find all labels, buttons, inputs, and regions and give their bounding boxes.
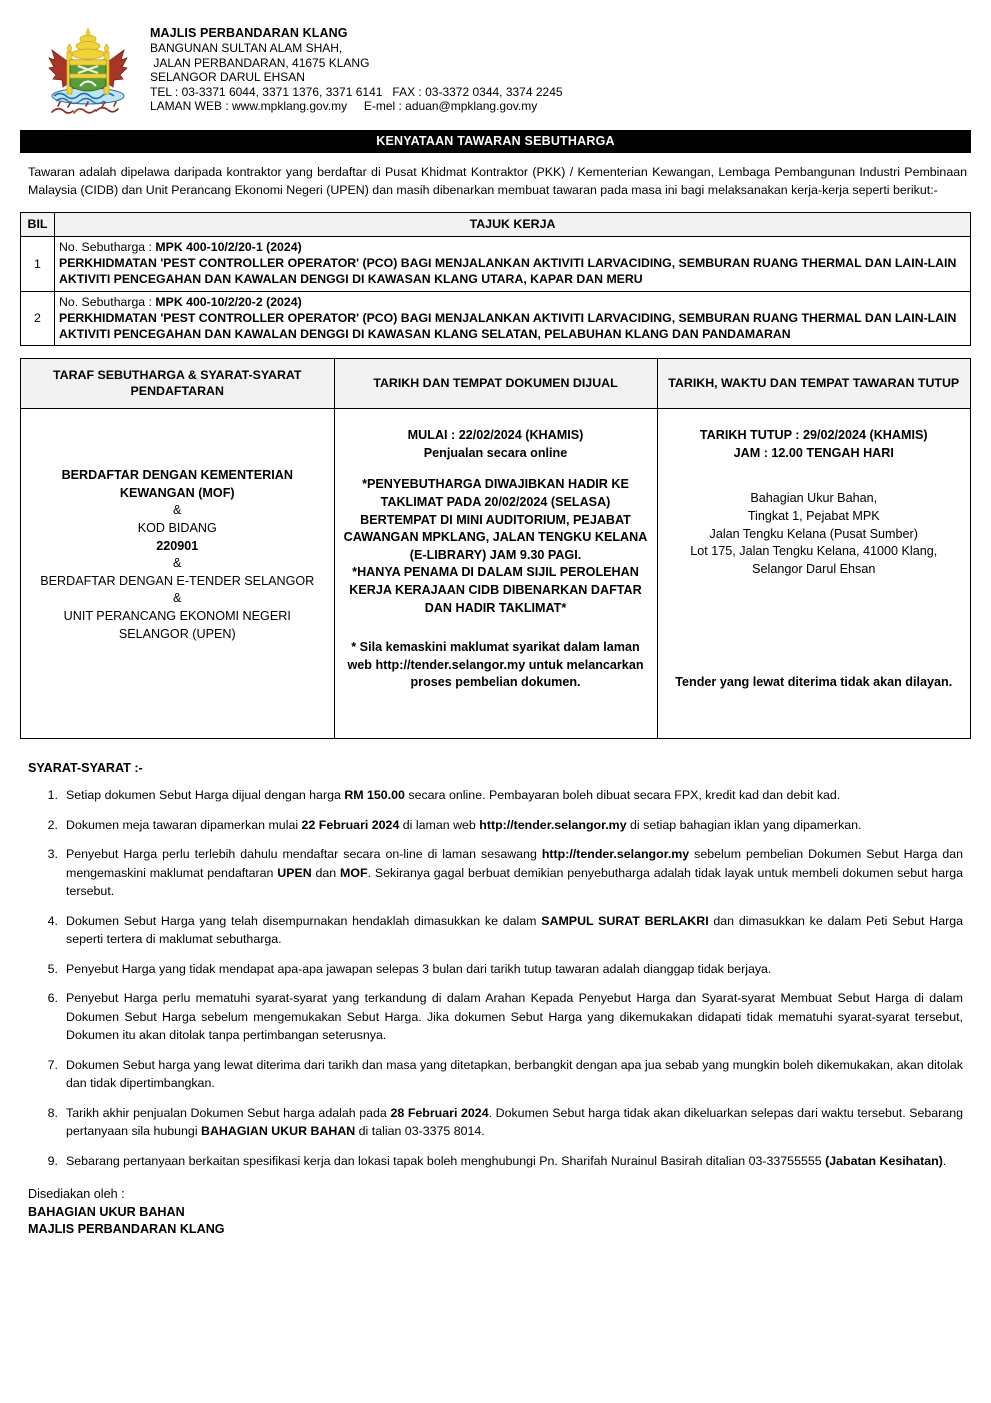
condition-text: Penyebut Harga perlu terlebih dahulu mendaftar secara on-line di laman sesawang http://tender.selangor.my sebelum pembelian Dokumen Sebut Harga dan mengemaskini maklumat pendaftaran UPEN dan MOF. Sekiranya gagal berbuat demikian penyebutharga adalah tidak layak untuk membeli dokumen sebut harga tersebut. — [66, 847, 964, 899]
condition-item — [20, 1152, 971, 1171]
closing-time: JAM : 12.00 TENGAH HARI — [733, 445, 894, 460]
table-row — [21, 291, 971, 346]
condition-item — [20, 816, 971, 835]
works-table — [20, 212, 971, 346]
closing-address-line-5: Selangor Darul Ehsan — [752, 561, 876, 576]
condition-number: 3. — [47, 847, 58, 862]
prepared-by-department: BAHAGIAN UKUR BAHAN — [28, 1204, 185, 1219]
req-amp-3: & — [173, 591, 182, 606]
briefing-eligibility-notice: *HANYA PENAMA DI DALAM SIJIL PEROLEHAN KERJA KERAJAAN CIDB DIBENARKAN DAFTAR DAN HADIR TAKLIMAT* — [349, 565, 642, 615]
info-table-body-row — [21, 409, 971, 739]
closing-address-line-3: Jalan Tengku Kelana (Pusat Sumber) — [709, 526, 918, 541]
condition-item — [20, 912, 971, 949]
works-col-bil-header: BIL — [21, 213, 55, 237]
closing-address-line-4: Lot 175, Jalan Tengku Kelana, 41000 Klang, — [690, 544, 938, 559]
req-amp-2: & — [173, 556, 182, 571]
works-table-header-row — [21, 213, 971, 237]
condition-text: Setiap dokumen Sebut Harga dijual dengan harga RM 150.00 secara online. Pembayaran boleh dibuat secara FPX, kredit kad dan debit kad. — [66, 788, 841, 803]
works-row-title: PERKHIDMATAN 'PEST CONTROLLER OPERATOR' (PCO) BAGI MENJALANKAN AKTIVITI LARVACIDING, SEMBURAN RUANG THERMAL DAN LAIN-LAIN AKTIVITI PENCEGAHAN DAN KAWALAN DENGGI DI KAWASAN KLANG SELATAN, PELABUHAN KLANG DAN PANDAMARAN — [59, 310, 957, 342]
works-col-title-header: TAJUK KERJA — [55, 213, 971, 237]
intro-paragraph: Tawaran adalah dipelawa daripada kontraktor yang berdaftar di Pusat Khidmat Kontraktor (PKK) / Kementerian Kewangan, Lembaga Pembangunan Industri Pembinaan Malaysia (CIDB) dan Unit Perancang Ekonomi Negeri (UPEN) dan masih dibenarkan membuat tawaran pada masa ini bagi melaksanakan kerja-kerja seperti berikut:- — [28, 165, 967, 197]
condition-item — [20, 1056, 971, 1093]
condition-text: Penyebut Harga yang tidak mendapat apa-apa jawapan selepas 3 bulan dari tarikh tutup tawaran adalah dianggap tidak berjaya. — [66, 961, 772, 976]
works-row-reference-value: MPK 400-10/2/20-1 (2024) — [155, 240, 302, 254]
req-line-2: KEWANGAN (MOF) — [119, 485, 235, 500]
condition-item — [20, 786, 971, 805]
condition-number: 6. — [47, 991, 58, 1006]
conditions-heading: SYARAT-SYARAT :- — [28, 761, 143, 776]
req-line-9: UNIT PERANCANG EKONOMI NEGERI — [63, 608, 291, 623]
req-kod-bidang-value: 220901 — [156, 538, 199, 553]
req-line-4: KOD BIDANG — [137, 521, 217, 535]
condition-number: 5. — [47, 961, 58, 976]
closing-date: TARIKH TUTUP : 29/02/2024 (KHAMIS) — [699, 428, 928, 443]
works-row-number: 2 — [21, 291, 55, 346]
table-row — [21, 237, 971, 292]
info-table-header-row — [21, 359, 971, 409]
works-row-reference — [59, 294, 966, 310]
prepared-by-label: Disediakan oleh : — [28, 1187, 125, 1202]
req-amp-1: & — [173, 503, 182, 518]
closing-details-text — [658, 409, 971, 692]
registration-requirements-cell — [21, 409, 335, 739]
closing-address-line-2: Tingkat 1, Pejabat MPK — [747, 509, 880, 523]
works-row-reference-label: No. Sebutharga : — [59, 240, 156, 254]
org-address-line-1: BANGUNAN SULTAN ALAM SHAH, — [150, 41, 343, 55]
condition-number: 7. — [47, 1057, 58, 1072]
condition-text: Dokumen meja tawaran dipamerkan mulai 22 Februari 2024 di laman web http://tender.selangor.my di setiap bahagian iklan yang dipamerkan. — [66, 817, 862, 832]
condition-item — [20, 845, 971, 901]
conditions-list — [20, 786, 971, 1170]
document-sale-cell — [334, 409, 657, 739]
majlis-perbandaran-klang-crest-icon — [38, 22, 138, 120]
condition-number: 8. — [47, 1105, 58, 1120]
condition-text: Dokumen Sebut Harga yang telah disempurnakan hendaklah dimasukkan ke dalam SAMPUL SURAT BERLAKRI dan dimasukkan ke dalam Peti Sebut Harga seperti tertera di maklumat sebutharga. — [66, 913, 963, 947]
org-address-line-2: JALAN PERBANDARAN, 41675 KLANG — [150, 55, 370, 70]
condition-number: 9. — [47, 1153, 58, 1168]
notice-banner-title: KENYATAAN TAWARAN SEBUTHARGA — [20, 130, 971, 153]
condition-number: 4. — [47, 913, 58, 928]
works-row-reference-value: MPK 400-10/2/20-2 (2024) — [155, 294, 302, 309]
condition-number: 2. — [47, 817, 58, 832]
condition-text: Dokumen Sebut harga yang lewat diterima dari tarikh dan masa yang ditetapkan, berbangkit dengan apa jua sebab yang mungkin boleh dikemukakan, akan ditolak dan tidak dipertimbangkan. — [66, 1057, 963, 1091]
org-name: MAJLIS PERBANDARAN KLANG — [150, 26, 348, 40]
closing-address-line-1: Bahagian Ukur Bahan, — [750, 491, 878, 506]
condition-text: Tarikh akhir penjualan Dokumen Sebut harga adalah pada 28 Februari 2024. Dokumen Sebut harga tidak akan dikeluarkan selepas dari waktu tersebut. Sebarang pertanyaan sila hubungi BAHAGIAN UKUR BAHAN di talian 03-3375 8014. — [66, 1105, 963, 1139]
company-update-note: * Sila kemaskini maklumat syarikat dalam laman web http://tender.selangor.my untuk melancarkan proses pembelian dokumen. — [347, 640, 644, 690]
closing-details-cell — [657, 409, 971, 739]
sale-start-date: MULAI : 22/02/2024 (KHAMIS) — [407, 428, 584, 443]
info-col1-header: TARAF SEBUTHARGA & SYARAT-SYARAT PENDAFTARAN — [21, 359, 335, 409]
works-row-title: PERKHIDMATAN 'PEST CONTROLLER OPERATOR' (PCO) BAGI MENJALANKAN AKTIVITI LARVACIDING, SEMBURAN RUANG THERMAL DAN LAIN-LAIN AKTIVITI PENCEGAHAN DAN KAWALAN DENGGI DI KAWASAN KLANG UTARA, KAPAR DAN MERU — [59, 256, 957, 287]
works-row-description — [55, 291, 971, 346]
req-line-7: BERDAFTAR DENGAN E-TENDER SELANGOR — [40, 573, 315, 588]
works-table-body — [21, 237, 971, 346]
req-line-10: SELANGOR (UPEN) — [118, 626, 236, 641]
late-tender-warning: Tender yang lewat diterima tidak akan dilayan. — [675, 675, 953, 690]
info-col2-header: TARIKH DAN TEMPAT DOKUMEN DIJUAL — [334, 359, 657, 409]
signature-block — [20, 1186, 971, 1239]
org-web-email-line: LAMAN WEB : www.mpklang.gov.my E-mel : aduan@mpklang.gov.my — [150, 99, 538, 114]
works-row-reference — [59, 239, 966, 255]
org-address-block — [150, 22, 563, 114]
works-row-reference-label: No. Sebutharga : — [59, 294, 156, 309]
sale-mode: Penjualan secara online — [423, 445, 568, 460]
req-line-1: BERDAFTAR DENGAN KEMENTERIAN — [61, 468, 293, 483]
works-row-number: 1 — [21, 237, 55, 292]
condition-item — [20, 960, 971, 979]
condition-text: Sebarang pertanyaan berkaitan spesifikasi kerja dan lokasi tapak boleh menghubungi Pn. Sharifah Nurainul Basirah ditalian 03-33755555 (Jabatan Kesihatan). — [66, 1153, 947, 1168]
condition-number: 1. — [47, 788, 58, 803]
registration-requirements-text — [21, 409, 334, 643]
condition-item — [20, 989, 971, 1045]
info-col3-header: TARIKH, WAKTU DAN TEMPAT TAWARAN TUTUP — [657, 359, 971, 409]
org-address-line-3: SELANGOR DARUL EHSAN — [150, 70, 305, 85]
works-row-description — [55, 237, 971, 292]
prepared-by-council: MAJLIS PERBANDARAN KLANG — [28, 1222, 225, 1237]
tender-info-table — [20, 358, 971, 739]
condition-text: Penyebut Harga perlu mematuhi syarat-syarat yang terkandung di dalam Arahan Kepada Penyebut Harga dan Syarat-syarat Membuat Sebut Harga di dalam Dokumen Sebut Harga sebelum mengemukakan Sebut Harga. Jika dokumen Sebut Harga yang dikemukakan didapati tidak mematuhi syarat-syarat tersebut, Dokumen itu akan ditolak tanpa pertimbangan seterusnya. — [66, 991, 963, 1043]
org-phone-line: TEL : 03-3371 6044, 3371 1376, 3371 6141 FAX : 03-3372 0344, 3374 2245 — [150, 84, 563, 99]
condition-item — [20, 1104, 971, 1141]
briefing-notice: *PENYEBUTHARGA DIWAJIBKAN HADIR KE TAKLIMAT PADA 20/02/2024 (SELASA) BERTEMPAT DI MINI AUDITORIUM, PEJABAT CAWANGAN MPKLANG, JALAN TENGKU KELANA (E-LIBRARY) JAM 9.30 PAGI. — [343, 477, 648, 562]
document-sale-text — [335, 409, 657, 692]
letterhead — [20, 22, 971, 120]
